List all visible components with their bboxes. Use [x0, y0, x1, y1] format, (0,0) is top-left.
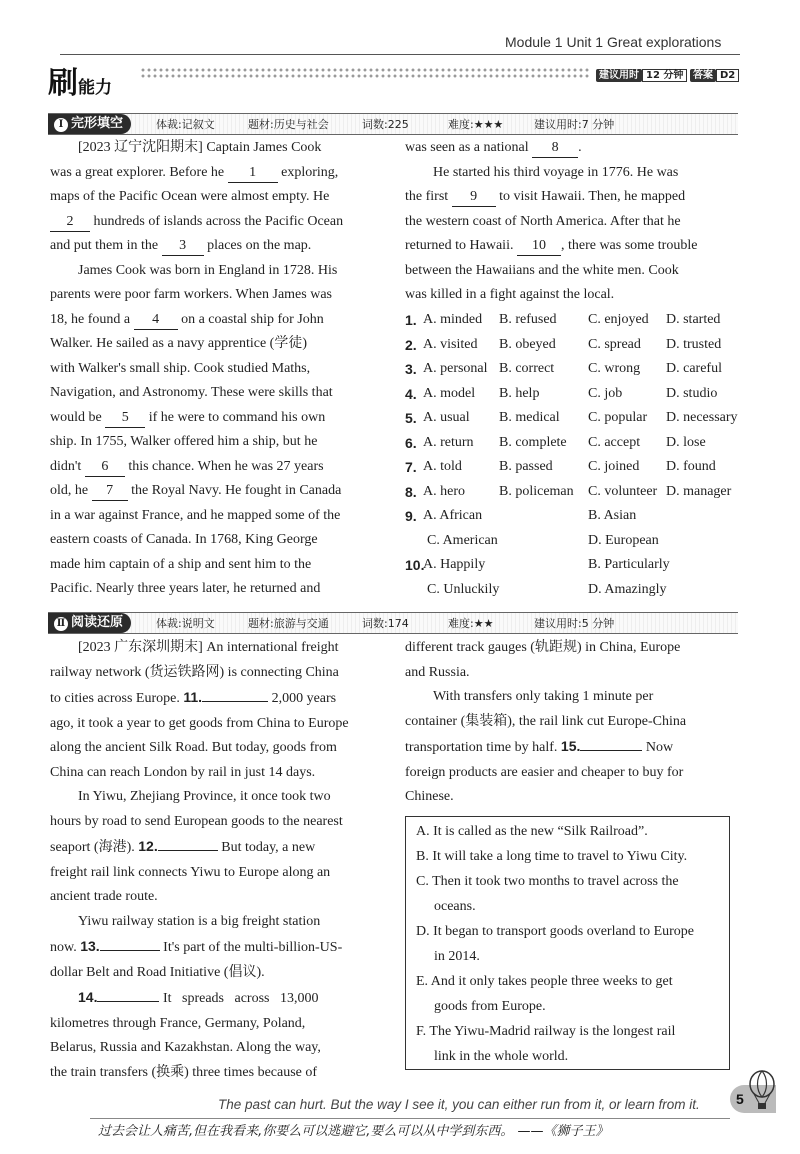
footer-divider: [90, 1118, 730, 1119]
option-choice-c[interactable]: C. spread: [588, 336, 641, 352]
option-choice-b[interactable]: B. complete: [499, 434, 567, 450]
answer-label: 答案: [690, 69, 716, 82]
cloze-text: hundreds of islands across the Pacific Ocean: [93, 213, 344, 229]
cloze-text: old, he: [50, 483, 92, 498]
cloze-text: exploring,: [281, 164, 339, 180]
option-f: F. The Yiwu-Madrid railway is the longest rail: [416, 1024, 676, 1039]
option-choice-b[interactable]: B. passed: [499, 459, 553, 474]
question-number-14: 14.: [78, 989, 98, 1005]
answer-blank-13[interactable]: [100, 950, 160, 951]
section1-title-text: 完形填空: [71, 116, 124, 131]
option-d: D. It began to transport goods overland to Europe: [416, 924, 694, 939]
cloze-blank-4[interactable]: 4: [134, 311, 178, 330]
answer-blank-15[interactable]: [580, 750, 642, 751]
cloze-text: 18, he found a: [50, 311, 134, 327]
cloze-line: [2023 辽宁沈阳期末] Captain James Cook: [78, 140, 322, 155]
reading-line: along the ancient Silk Road. But today, goods from: [50, 740, 337, 755]
cloze-blank-6[interactable]: 6: [85, 458, 125, 477]
option-row-number: 6.: [405, 434, 417, 451]
cloze-line: made him captain of a ship and sent him to the: [50, 556, 312, 572]
option-choice-b[interactable]: B. correct: [499, 361, 555, 376]
reading-line: the train transfers (换乘) three times because of: [50, 1064, 318, 1080]
option-choice-c[interactable]: C. enjoyed: [588, 312, 649, 327]
option-choice-b[interactable]: B. refused: [499, 312, 557, 327]
question-number-13: 13.: [80, 938, 100, 954]
option-choice-c[interactable]: C. Unluckily: [427, 581, 500, 597]
reading-text: seaport (海港).: [50, 840, 135, 855]
hot-air-balloon-icon: [748, 1070, 776, 1110]
option-choice-b[interactable]: B. Particularly: [588, 557, 670, 572]
header-dot-pattern: [140, 67, 590, 79]
reading-line: In Yiwu, Zhejiang Province, it once took two: [78, 789, 331, 804]
cloze-line: [405, 185, 738, 210]
section1-title: [48, 114, 131, 134]
cloze-blank-8[interactable]: 8: [532, 139, 578, 158]
section2-title: [48, 613, 131, 633]
cloze-line: Navigation, and Astronomy. These were skills that: [50, 385, 333, 400]
reading-text: Now: [645, 740, 674, 755]
option-choice-a[interactable]: A. personal: [423, 361, 488, 376]
option-choice-a[interactable]: A. usual: [423, 410, 470, 425]
option-choice-d[interactable]: D. careful: [666, 361, 722, 376]
option-choice-a[interactable]: A. Happily: [423, 557, 486, 572]
option-choice-a[interactable]: A. told: [423, 459, 462, 474]
reading-line: ago, it took a year to get goods from China to Europe: [50, 715, 349, 731]
reading-line: Yiwu railway station is a big freight station: [78, 913, 321, 929]
answer-blank-14[interactable]: [97, 1001, 159, 1002]
reading-text: But today, a new: [221, 840, 316, 855]
option-choice-c[interactable]: C. accept: [588, 434, 641, 450]
suggested-time-value: 12 分钟: [642, 69, 687, 82]
cloze-text: returned to Hawaii.: [405, 238, 517, 253]
brand-small-text: 能力: [78, 78, 112, 98]
option-e-cont: goods from Europe.: [434, 999, 546, 1014]
reading-line: foreign products are easier and cheaper to buy for: [405, 764, 684, 780]
reading-text: now.: [50, 940, 77, 955]
cloze-text: was a great explorer. Before he: [50, 164, 228, 180]
option-choice-a[interactable]: A. hero: [423, 483, 465, 499]
option-choice-a[interactable]: A. African: [423, 508, 483, 523]
section1-number: Ⅰ: [54, 118, 68, 132]
cloze-line: Walker. He sailed as a navy apprentice (学徒): [50, 336, 307, 351]
cloze-blank-9[interactable]: 9: [452, 188, 496, 207]
reading-passage-left: [50, 636, 383, 1085]
cloze-blank-7[interactable]: 7: [92, 482, 128, 501]
option-row-number: 3.: [405, 361, 417, 377]
footer-quote-chinese: 过去会让人痛苦,但在我看来,你要么可以逃避它,要么可以从中学到东西。 ——《狮子王》: [98, 1124, 609, 1139]
option-choice-d[interactable]: D. trusted: [666, 336, 722, 352]
cloze-text: the Royal Navy. He fought in Canada: [131, 483, 342, 498]
question-number-12: 12.: [138, 838, 158, 854]
option-choice-d[interactable]: D. Amazingly: [588, 581, 667, 597]
reading-passage-right: [405, 636, 738, 810]
reading-line: Chinese.: [405, 789, 454, 804]
cloze-text: if he were to command his own: [148, 409, 326, 425]
section2-difficulty: 难度:★★: [448, 617, 494, 630]
reading-text: It spreads across 13,000: [162, 991, 319, 1006]
section2-genre: 体裁:说明文: [156, 617, 215, 630]
reading-text: transportation time by half.: [405, 740, 558, 755]
reading-line: freight rail link connects Yiwu to Europe along an: [50, 864, 331, 880]
reading-line: [50, 685, 383, 712]
cloze-passage-right: [405, 136, 738, 308]
cloze-line: maps of the Pacific Ocean were almost empty. He: [50, 189, 330, 204]
cloze-line: [50, 455, 383, 480]
cloze-blank-2[interactable]: 2: [50, 213, 90, 232]
section2-title-text: 阅读还原: [71, 615, 124, 630]
cloze-line: [50, 210, 383, 235]
cloze-text: the first: [405, 189, 452, 204]
cloze-text: on a coastal ship for John: [181, 311, 324, 327]
cloze-line: [50, 479, 383, 504]
section1-topic: 题材:历史与社会: [248, 118, 329, 131]
reading-text: 2,000 years: [271, 691, 337, 706]
option-choice-d[interactable]: D. European: [588, 532, 659, 548]
section1-header-bar: [48, 113, 738, 135]
question-number-15: 15.: [560, 738, 581, 754]
section1-wordcount: 词数:225: [362, 118, 409, 131]
section1-genre: 体裁:记叙文: [156, 118, 215, 131]
cloze-line: [405, 234, 738, 259]
option-choice-a[interactable]: A. minded: [423, 312, 483, 327]
cloze-text: would be: [50, 409, 106, 425]
section2-topic: 题材:旅游与交通: [248, 617, 329, 630]
option-c: C. Then it took two months to travel across the: [416, 874, 679, 889]
cloze-blank-1[interactable]: 1: [228, 164, 278, 183]
option-row-number: 4.: [405, 385, 417, 402]
option-choice-a[interactable]: A. return: [423, 434, 474, 450]
option-choice-d[interactable]: D. necessary: [666, 410, 738, 425]
reading-line: different track gauges (轨距规) in China, Europe: [405, 640, 681, 655]
option-row-number: 8.: [405, 483, 417, 500]
option-row-number: 9.: [405, 508, 417, 524]
reading-line: [2023 广东深圳期末] An international freight: [78, 640, 339, 655]
cloze-line: James Cook was born in England in 1728. His: [78, 262, 338, 278]
cloze-line: [50, 161, 383, 186]
cloze-line: [50, 308, 383, 333]
cloze-text: this chance. When he was 27 years: [128, 458, 324, 474]
option-f-cont: link in the whole world.: [434, 1049, 569, 1064]
reading-line: China can reach London by rail in just 14 days.: [50, 764, 316, 780]
option-choice-d[interactable]: D. started: [666, 312, 721, 327]
reading-line: and Russia.: [405, 664, 470, 680]
option-choice-c[interactable]: C. wrong: [588, 361, 641, 376]
reading-line: railway network (货运铁路网) is connecting China: [50, 664, 339, 680]
option-choice-b[interactable]: B. policeman: [499, 483, 574, 499]
option-row-number: 1.: [405, 312, 417, 328]
option-row-number: 7.: [405, 459, 417, 475]
reading-line: kilometres through France, Germany, Poland,: [50, 1015, 306, 1031]
header-divider: [60, 54, 740, 55]
cloze-line: He started his third voyage in 1776. He was: [433, 164, 679, 180]
answer-page: D2: [716, 69, 739, 82]
cloze-text: and put them in the: [50, 238, 162, 253]
option-choice-c[interactable]: C. popular: [588, 410, 648, 425]
page-number: 5: [730, 1085, 776, 1113]
reading-line: [50, 834, 383, 861]
option-row-number: 2.: [405, 336, 417, 353]
reading-line: [50, 934, 383, 961]
section2-time: 建议用时:5 分钟: [534, 617, 615, 630]
reading-line: dollar Belt and Road Initiative (倡议).: [50, 964, 265, 980]
option-choice-d[interactable]: D. lose: [666, 434, 706, 450]
cloze-line: between the Hawaiians and the white men. Cook: [405, 262, 679, 278]
reading-line: [405, 734, 738, 761]
cloze-line: was killed in a fight against the local.: [405, 287, 615, 302]
cloze-blank-3[interactable]: 3: [162, 237, 204, 256]
cloze-line: Pacific. Nearly three years later, he returned and: [50, 581, 321, 596]
answer-blank-12[interactable]: [158, 850, 218, 851]
reading-line: Belarus, Russia and Kazakhstan. Along the way,: [50, 1040, 321, 1055]
cloze-text: was seen as a national: [405, 140, 533, 155]
cloze-line: with Walker's small ship. Cook studied Maths,: [50, 360, 311, 376]
brand-title: [48, 58, 112, 102]
suggested-time-label: 建议用时: [596, 69, 642, 82]
section1-time: 建议用时:7 分钟: [534, 118, 615, 131]
option-d-cont: in 2014.: [434, 949, 480, 964]
reading-line: [50, 985, 383, 1012]
option-choice-c[interactable]: C. joined: [588, 459, 640, 474]
reading-line: With transfers only taking 1 minute per: [433, 689, 654, 704]
option-row-number: 10.: [405, 557, 425, 573]
section2-wordcount: 词数:174: [362, 617, 409, 630]
option-choice-b[interactable]: B. Asian: [588, 508, 637, 523]
cloze-passage-left: [50, 136, 383, 602]
cloze-blank-5[interactable]: 5: [105, 409, 145, 428]
option-a: A. It is called as the new “Silk Railroad”.: [416, 824, 648, 839]
option-choice-b[interactable]: B. obeyed: [499, 336, 556, 352]
reading-line: hours by road to send European goods to the nearest: [50, 813, 343, 829]
section2-header-bar: [48, 612, 738, 634]
option-choice-b[interactable]: B. medical: [499, 410, 560, 425]
section1-difficulty: 难度:★★★: [448, 118, 504, 131]
option-c-cont: oceans.: [434, 899, 476, 914]
reading-line: ancient trade route.: [50, 889, 158, 904]
cloze-line: [405, 136, 738, 161]
section2-number: Ⅱ: [54, 617, 68, 631]
option-choice-c[interactable]: C. American: [427, 532, 498, 548]
option-choice-b[interactable]: B. help: [499, 385, 540, 401]
cloze-line: in a war against France, and he mapped some of the: [50, 507, 341, 523]
reading-text: It's part of the multi-billion-US-: [163, 940, 343, 955]
option-b: B. It will take a long time to travel to Yiwu City.: [416, 849, 688, 864]
answer-tag: [690, 66, 739, 81]
question-number-11: 11.: [183, 689, 203, 705]
option-choice-d[interactable]: D. found: [666, 459, 716, 474]
sentence-options-box: [405, 816, 730, 1070]
option-choice-c[interactable]: C. volunteer: [588, 483, 658, 499]
suggested-time-tag: [596, 66, 687, 81]
option-row-number: 5.: [405, 410, 417, 426]
answer-blank-11[interactable]: [202, 701, 268, 702]
header-module-unit: Module 1 Unit 1 Great explorations: [505, 34, 722, 50]
cloze-line: parents were poor farm workers. When James was: [50, 287, 332, 302]
cloze-line: [50, 234, 383, 259]
option-choice-c[interactable]: C. job: [588, 385, 623, 401]
cloze-text: , there was some trouble: [560, 238, 698, 253]
brand-big-char: 刷: [48, 66, 78, 101]
option-choice-a[interactable]: A. visited: [423, 336, 478, 352]
option-e: E. And it only takes people three weeks to get: [416, 974, 673, 989]
option-choice-d[interactable]: D. studio: [666, 385, 718, 401]
option-choice-a[interactable]: A. model: [423, 385, 476, 401]
reading-line: container (集装箱), the rail link cut Europe-China: [405, 713, 687, 729]
cloze-line: [50, 406, 383, 431]
footer-quote-english: The past can hurt. But the way I see it, you can either run from it, or learn from it.: [218, 1097, 700, 1112]
cloze-blank-10[interactable]: 10: [517, 237, 561, 256]
cloze-line: ship. In 1755, Walker offered him a ship, but he: [50, 434, 318, 449]
cloze-text: didn't: [50, 458, 85, 474]
reading-text: to cities across Europe.: [50, 691, 180, 706]
cloze-text: to visit Hawaii. Then, he mapped: [499, 189, 686, 204]
cloze-line: eastern coasts of Canada. In 1768, King George: [50, 532, 318, 547]
cloze-text: places on the map.: [207, 238, 312, 253]
cloze-text: .: [578, 140, 582, 155]
option-choice-d[interactable]: D. manager: [666, 483, 732, 499]
cloze-line: the western coast of North America. After that he: [405, 213, 681, 229]
